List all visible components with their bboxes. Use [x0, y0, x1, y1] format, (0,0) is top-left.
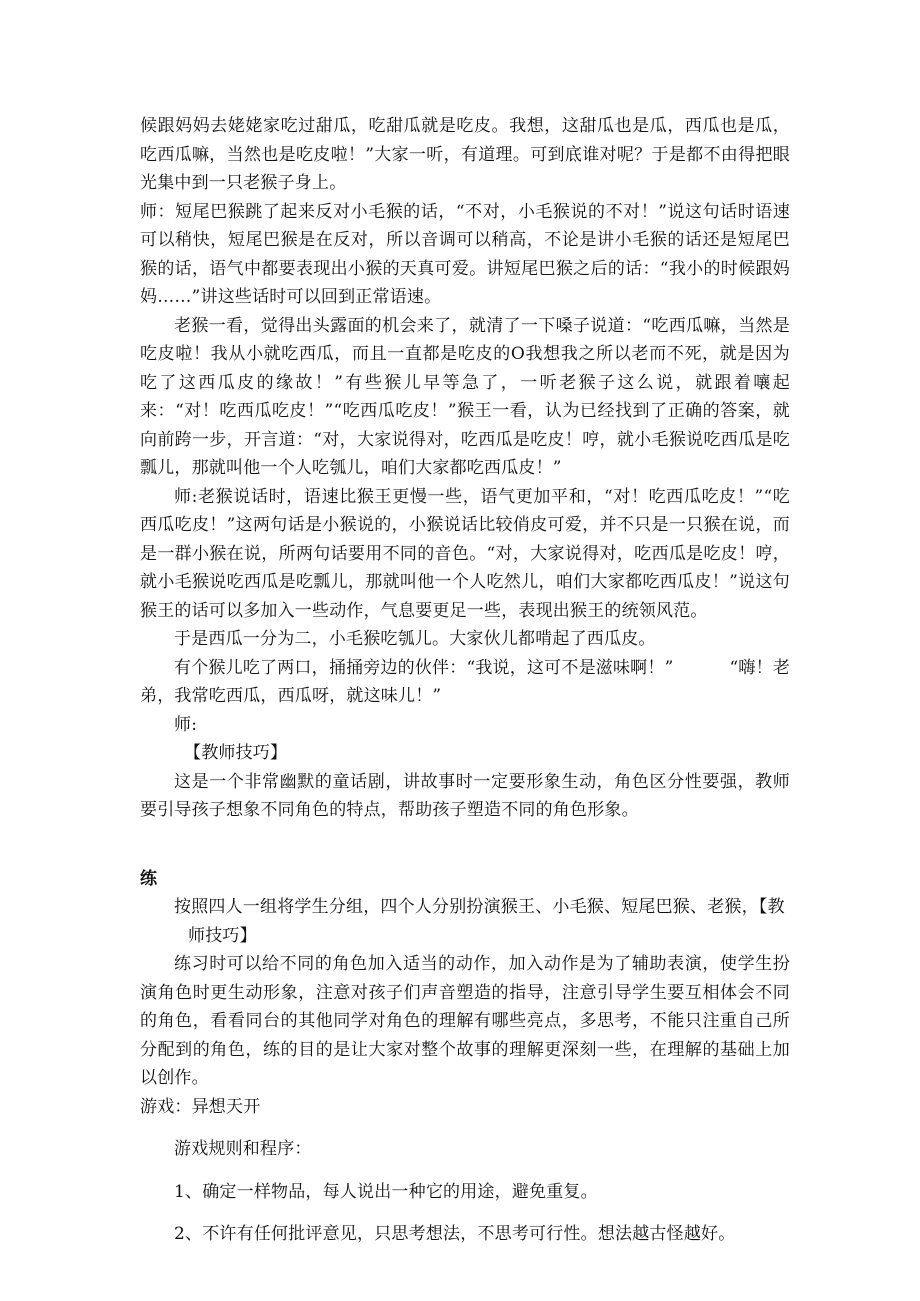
game-rule-1: 1、确定一样物品，每人说出一种它的用途，避免重复。 — [174, 1181, 598, 1202]
document-page — [140, 112, 790, 1249]
practice-grouping: 按照四人一组将学生分组，四个人分别扮演猴王、小毛猴、短尾巴猴、老猴，【教 — [174, 897, 785, 917]
story-paragraph-old-monkey: 老猴一看，觉得出头露面的机会来了，就清了一下嗓子说道：“吃西瓜嘛，当然是吃皮啦！我从小就吃西瓜，而且一直都是吃皮的O我想我之所以老而不死，就是因为吃了这西瓜皮的缘故！”有些猴儿早等急了，一听老猴子这么说，就跟着嚷起来：“对！吃西瓜吃皮！”“吃西瓜吃皮！”猴王一看，认为已经找到了正确的答案，就向前跨一步，开言道：“对，大家说得对，吃西瓜是吃皮！哼，就小毛猴说吃西瓜是吃瓢儿，那就叫他一个人吃瓠儿，咱们大家都吃西瓜皮！” — [140, 315, 790, 478]
teacher-label: 师: — [174, 714, 198, 735]
story-paragraph-1: 候跟妈妈去姥姥家吃过甜瓜，吃甜瓜就是吃皮。我想，这甜瓜也是瓜，西瓜也是瓜，吃西瓜嘛，当然也是吃皮啦！”大家一听，有道理。可到底谁对呢？于是都不由得把眼光集中到一只老猴子身上。 — [140, 116, 790, 193]
game-rule-2: 2、不许有任何批评意见，只思考想法，不思考可行性。想法越古怪越好。 — [174, 1224, 736, 1244]
practice-heading: 练 — [140, 868, 158, 889]
practice-grouping-continued: 师技巧】 — [188, 925, 257, 946]
dialogue-first: 有个猴儿吃了两口，捅捅旁边的伙伴：“我说，这可不是滋味啊！” — [174, 657, 674, 678]
dialogue-second: “嗨！老弟，我常吃西瓜，西瓜呀，就这味儿！” — [140, 657, 790, 706]
story-paragraph-taste — [140, 654, 790, 711]
teacher-note-short-tail-monkey: 师：短尾巴猴跳了起来反对小毛猴的话，“不对，小毛猴说的不对！”说这句话时语速可以稍快，短尾巴猴是在反对，所以音调可以稍高，不论是讲小毛猴的话还是短尾巴猴的话，语气中都要表现出小猴的天真可爱。讲短尾巴猴之后的话：“我小的时候跟妈妈……”讲这些话时可以回到正常语速。 — [140, 201, 790, 307]
story-paragraph-split-melon: 于是西瓜一分为二，小毛猴吃瓠儿。大家伙儿都啃起了西瓜皮。 — [174, 629, 656, 649]
teacher-tips-heading: 【教师技巧】 — [184, 743, 288, 763]
game-rules-heading: 游戏规则和程序： — [174, 1139, 312, 1159]
teacher-note-old-monkey: 师:老猴说话时，语速比猴王更慢一些，语气更加平和，“对！吃西瓜吃皮！”“吃西瓜吃皮！”这两句话是小猴说的，小猴说话比较俏皮可爱，并不只是一只猴在说，而是一群小猴在说，所两句话要用不同的音色。“对，大家说得对，吃西瓜是吃皮！哼，就小毛猴说吃西瓜是吃瓢儿，那就叫他一个人吃然儿，咱们大家都吃西瓜皮！”说这句猴王的话可以多加入一些动作，气息要更足一些，表现出猴王的统领风范。 — [140, 486, 790, 621]
game-title: 游戏：异想天开 — [140, 1096, 261, 1117]
teacher-tips-text: 这是一个非常幽默的童话剧，讲故事时一定要形象生动，角色区分性要强，教师要引导孩子想象不同角色的特点，帮助孩子塑造不同的角色形象。 — [140, 771, 790, 820]
practice-tips-text: 练习时可以给不同的角色加入适当的动作，加入动作是为了辅助表演，使学生扮演角色时更生动形象，注意对孩子们声音塑造的指导，注意引导学生要互相体会不同的角色，看看同台的其他同学对角色的理解有哪些亮点，多思考，不能只注重自己所分配到的角色，练的目的是让大家对整个故事的理解更深刻一些，在理解的基础上加以创作。 — [140, 954, 790, 1088]
